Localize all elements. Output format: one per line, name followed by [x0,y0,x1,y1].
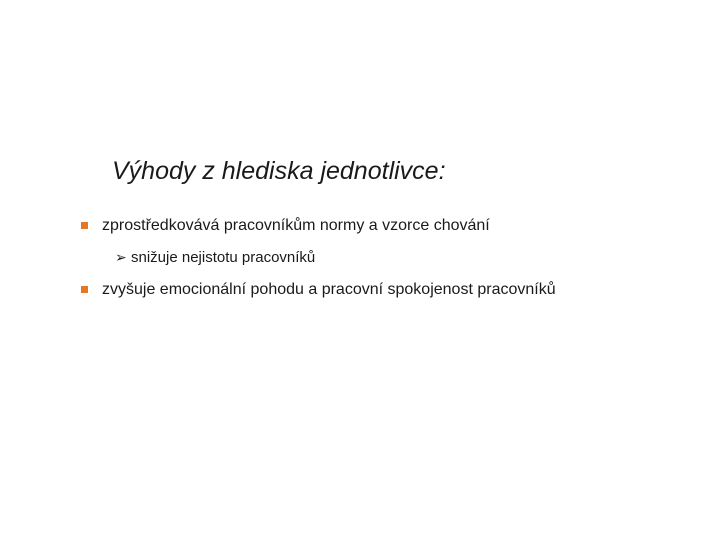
square-bullet-icon [81,222,88,229]
arrow-bullet-icon: ➢ [115,250,127,266]
sub-bullet-text: snižuje nejistotu pracovníků [131,249,316,266]
bullet-text: zprostředkovává pracovníkům normy a vzorce chování [102,217,490,234]
bullet-text: zvyšuje emocionální pohodu a pracovní spokojenost pracovníků [102,281,556,298]
square-bullet-icon [81,286,88,293]
slide-title: Výhody z hlediska jednotlivce: [112,157,446,185]
